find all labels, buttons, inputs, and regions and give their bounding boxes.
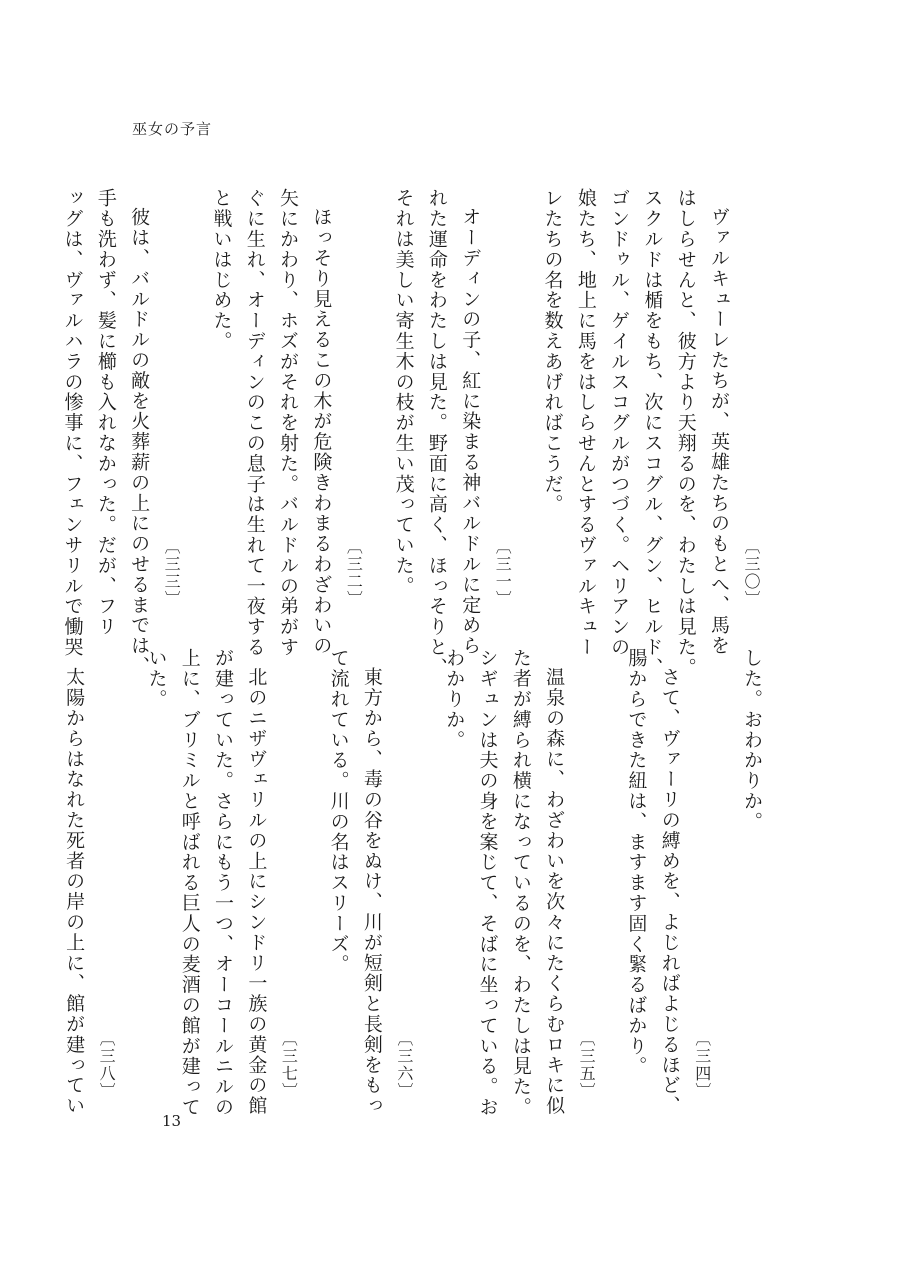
running-head: 巫女の予言 xyxy=(132,120,213,138)
verse-line: オーディンの子、紅に染まる神バルドルに定めら xyxy=(459,207,482,656)
verse-line: ぐに生れ、オーディンのこの息子は生れて一夜する xyxy=(243,188,266,658)
stanza-number: 〔三三〕 xyxy=(162,538,182,608)
verse-line: ほっそり見えるこの木が危険きわまるわざわいの xyxy=(310,207,333,656)
verse-line: レたちの名を数えあげればこうだ。 xyxy=(541,188,564,515)
verse-line: れた運命をわたしは見た。野面に高く、ほっそりと、 xyxy=(425,188,448,678)
verse-line: さて、ヴァーリの縛めを、よじればよじるほど、 xyxy=(658,667,681,1116)
verse-line: た者が縛られ横になっているのを、わたしは見た。 xyxy=(509,648,532,1118)
stanza-number: 〔三一〕 xyxy=(493,538,513,608)
verse-line: 温泉の森に、わざわいを次々にたくらむロキに似 xyxy=(543,667,566,1116)
upper-text-block xyxy=(61,188,768,678)
stanza-number: 〔三六〕 xyxy=(394,1030,414,1100)
verse-line: 彼は、バルドルの敵を火葬薪の上にのせるまでは、 xyxy=(128,207,151,677)
stanza-number: 〔三四〕 xyxy=(692,1030,712,1100)
stanza-36 xyxy=(321,648,421,1116)
verse-line: て流れている。川の名はスリーズ。 xyxy=(327,648,350,975)
stanza-number: 〔三八〕 xyxy=(97,1030,117,1100)
stanza-33 xyxy=(55,188,188,677)
verse-line: ヴァルキューレたちが、英雄たちのもとへ、馬を xyxy=(708,207,730,656)
stanza-31 xyxy=(386,188,519,678)
stanza-38 xyxy=(57,648,123,1116)
verse-line: 太陽からはなれた死者の岸の上に、館が建ってい xyxy=(63,667,86,1116)
verse-line: はしらせんと、彼方より天翔るのを、わたしは見た。 xyxy=(674,188,697,678)
stanza-37 xyxy=(139,648,305,1118)
verse-line: スクルドは楯をもち、次にスコグル、グン、ヒルド、 xyxy=(641,188,664,678)
verse-line: シギュンは夫の身を案じて、そばに坐っている。お xyxy=(476,648,499,1118)
verse-line: ゴンドゥル、ゲイルスコグルがつづく。ヘリアンの xyxy=(608,188,631,658)
verse-line: 娘たち、地上に馬をはしらせんとするヴァルキュー xyxy=(574,188,597,658)
stanza-32 xyxy=(204,188,370,658)
stanza-number: 〔三五〕 xyxy=(577,1030,597,1100)
stanza-number: 〔三七〕 xyxy=(279,1030,299,1100)
page-number: 13 xyxy=(162,1112,182,1130)
verse-line: 東方から、毒の谷をぬけ、川が短剣と長剣をもっ xyxy=(360,667,383,1116)
stanza-number: 〔三〇〕 xyxy=(742,538,761,608)
verse-line: いた。 xyxy=(145,648,168,710)
verse-line: と戦いはじめた。 xyxy=(210,188,233,352)
verse-line: 北のニザヴェリルの上にシンドリ一族の黄金の館 xyxy=(245,667,268,1116)
verse-line: 手も洗わず、髪に櫛も入れなかった。だが、フリ xyxy=(94,188,117,637)
verse-line: 腸からできた紐は、ますます固く緊るばかり。 xyxy=(625,648,648,1077)
stanza-33-continued xyxy=(735,648,768,1100)
stanza-35 xyxy=(437,648,603,1118)
verse-line: 矢にかわり、ホズがそれを射た。バルドルの弟がす xyxy=(277,188,300,658)
verse-line: が建っていた。さらにもう一つ、オーコールニルの xyxy=(212,648,235,1118)
stanza-34 xyxy=(619,648,719,1116)
verse-line: それは美しい寄生木の枝が生い茂っていた。 xyxy=(392,188,415,596)
verse-line: ッグは、ヴァルハラの惨事に、フェンサリルで慟哭 xyxy=(61,188,84,658)
stanza-number: 〔三二〕 xyxy=(344,538,364,608)
verse-line: した。おわかりか。 xyxy=(741,648,763,832)
verse-line: 上に、ブリミルと呼ばれる巨人の麦酒の館が建って xyxy=(178,648,201,1118)
lower-text-block xyxy=(0,648,768,1118)
stanza-30 xyxy=(535,188,768,678)
verse-line: わかりか。 xyxy=(443,648,466,750)
